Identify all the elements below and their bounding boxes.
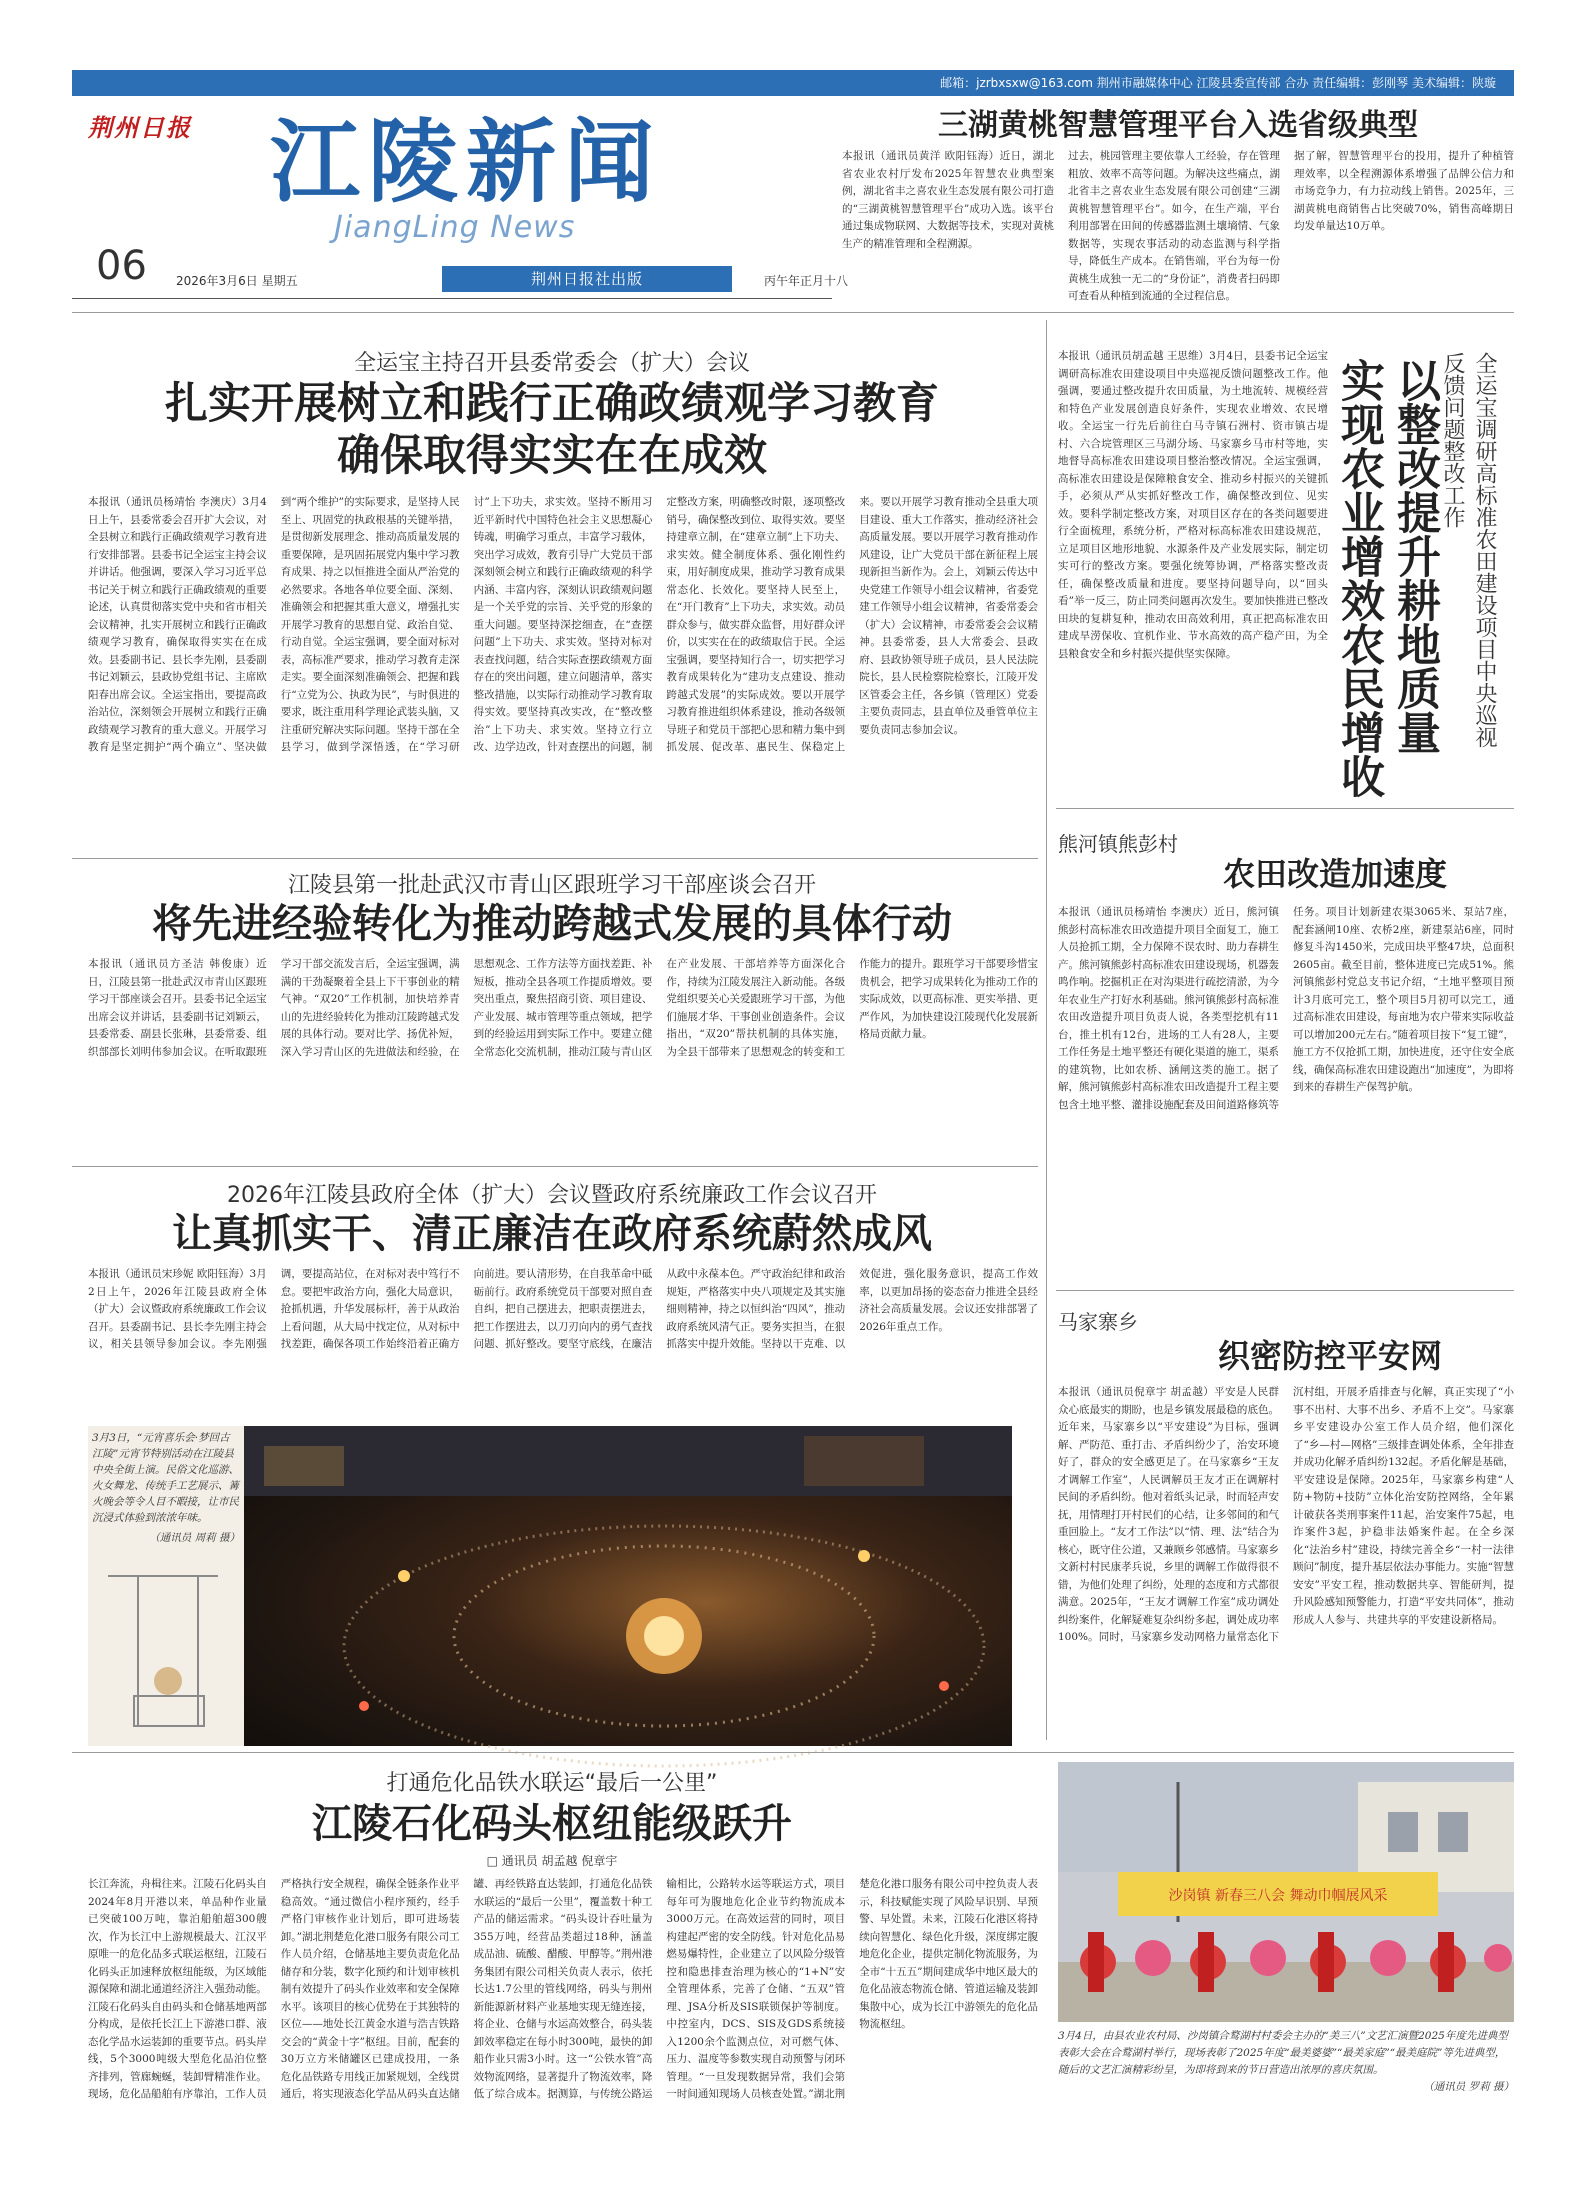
lunar-date: 丙午年正月十八 <box>764 274 849 288</box>
photo-lantern-festival <box>244 1426 1012 1746</box>
vertical-kicker-farmland <box>1436 352 1500 748</box>
article-headline-government: 让真抓实干、清正廉洁在政府系统蔚然成风 <box>172 1210 932 1257</box>
performance-scene-graphic <box>1058 1762 1514 2022</box>
vertical-kicker-line: 反馈问题整改工作 <box>1440 352 1465 528</box>
photo-womens-day <box>1058 1762 1514 2022</box>
article-kicker-committee: 全运宝主持召开县委常委会（扩大）会议 <box>353 351 750 376</box>
article-byline-terminal: □ 通讯员 胡孟越 倪章宇 <box>486 1854 618 1868</box>
article-kicker-majiazhai: 马家寨乡 <box>1058 1310 1138 1334</box>
article-kicker-government: 2026年江陵县政府全体（扩大）会议暨政府系统廉政工作会议召开 <box>227 1183 877 1208</box>
article-body-peach-col1: 本报讯（通讯员黄洋 欧阳钰海）近日，湖北省农业农村厅发布2025年智慧农业典型案例，湖北省丰之喜农业生态发展有限公司打造的“三湖黄桃智慧管理平台”成功入选。该平台通过集成物联网、大数据等技术，实现对黄桃生产的精准管理和全程溯源。 <box>842 150 1054 250</box>
article-kicker-study: 江陵县第一批赴武汉市青山区跟班学习干部座谈会召开 <box>287 873 816 898</box>
page-number: 06 <box>96 243 147 289</box>
article-headline-peach: 三湖黄桃智慧管理平台入选省级典型 <box>938 108 1418 143</box>
masthead-info-bar: 邮箱：jzrbxsxw@163.com 荆州市融媒体中心 江陵县委宣传部 合办 责任编辑：彭刚琴 美术编辑：陕璇 <box>72 70 1514 96</box>
article-body-government: 本报讯（通讯员宋珍妮 欧阳钰海）3月2日上午，2026年江陵县政府全体（扩大）会议暨政府系统廉政工作会议召开。县委副书记、县长李先刚主持会议，相关县领导参加会议。李先刚强调，要提高站位，在对标对表中笃行不怠。要把牢政治方向，强化大局意识，抢抓机遇，升华发展标杆，善于从政治上看问题，从大局中找定位，从对标中找差距，确保各项工作始终沿着正确方向前进。要认清形势，在自我革命中砥砺前行。政府系统党员干部要对照自查自纠，把自己摆进去，把职责摆进去，把工作摆进去，以刀刃向内的勇气查找问题、抓好整改。要坚守底线，在廉洁从政中永葆本色。严守政治纪律和政治规矩，严格落实中央八项规定及其实施细则精神，持之以恒纠治“四风”，推动政府系统风清气正。要务实担当，在狠抓落实中提升效能。坚持以干克难、以效促进，强化服务意识，提高工作效率，以更加昂扬的姿态奋力推进全县经济社会高质量发展。会议还安排部署了2026年重点工作。 <box>88 1268 1038 1350</box>
crowd-scene-graphic <box>244 1426 1012 1746</box>
article-body-terminal: 长江奔流，舟楫往来。江陵石化码头自2024年8月开港以来，单品种作业量已突破100万吨，靠泊船舶超300艘次，作为长江中上游规模最大、江汉平原唯一的危化品多式联运枢纽，江陵石化码头正加速释放枢纽能级，为区域能源保障和湖北通道经济注入强劲动能。江陵石化码头自由码头和仓储基地两部分构成，是依托长江上下游港口群、液态化学品水运装卸的重要节点。码头岸线，5个3000吨级大型危化品泊位整齐排列，管廊蜿蜒，装卸臂精准作业。现场，危化品船舶有序靠泊，工作人员严格执行安全规程，确保全链条作业平稳高效。“通过微信小程序预约，经手严格门审核作业计划后，即可进场装卸。”湖北荆楚危化港口服务有限公司工作人员介绍，仓储基地主要负责危化品储存和分装，数字化预约和计划审核机制有效提升了码头作业效率和安全保障水平。该项目的核心优势在于其独特的区位——地处长江黄金水道与浩吉铁路交会的“黄金十字”枢纽。目前，配套的30万立方米储罐区已建成投用，一条危化品铁路专用线正加紧规划，全线贯通后，将实现液态化学品从码头直达储罐、再经铁路直达装卸，打通危化品铁水联运的“最后一公里”，覆盖数十种工产品的储运需求。“码头设计吞吐量为355万吨，经营品类超过18种，涵盖成品油、硫酸、醋酸、甲醇等。”荆州港务集团有限公司相关负责人表示，依托长达1.7公里的管线网络，码头与荆州新能源新材料产业基地实现无缝连接，将企业、仓储与水运高效整合，码头装卸效率稳定在每小时300吨，最快的卸船作业只需3小时。这一“公铁水管”高效物流网络，显著提升了物流效率，降低了综合成本。据测算，与传统公路运输相比，公路转水运等联运方式，项目每年可为腹地危化企业节约物流成本3000万元。在高效运营的同时，项目构建起严密的安全防线。针对危化品易燃易爆特性，企业建立了以风险分级管控和隐患排查治理为核心的“1+N”安全管理体系，完善了仓储、“五双”管理、JSA分析及SIS联锁保护等制度。中控室内，DCS、SIS及GDS系统接入1200余个监测点位，对可燃气体、压力、温度等参数实现自动预警与闭环管理。“一旦发现数据异常，我们会第一时间通知现场人员核查处置。”湖北荆楚危化港口服务有限公司中控负责人表示，科技赋能实现了风险早识别、早预警、早处置。未来，江陵石化港区将持续向智慧化、绿色化升级，深度绑定腹地危化企业，提供定制化物流服务，为全市“十五五”期间建成华中地区最大的危化品液态物流仓储、管道运输及装卸集散中心，成为长江中游领先的危化品物流枢纽。 <box>88 1878 1038 2100</box>
article-body-peach-col3: 据了解，智慧管理平台的投用，提升了种植管理效率，以全程溯源体系增强了品牌公信力和市场竞争力，有力拉动线上销售。2025年，三湖黄桃电商销售占比突破70%，销售高峰期日均发单量达10万单。 <box>1294 150 1514 232</box>
vertical-headline-line: 实现农业增效农民增收 <box>1333 358 1384 798</box>
photo-womens-day-caption-text: 3月4日，由县农业农村局、沙岗镇合鹜湖村村委会主办的“美三八”文艺汇演暨2025年度先进典型表彰大会在合鹜湖村举行，现场表彰了2025年度“最美婆婆”“最美家庭”“最美庭院”等先进典型，随后的文艺汇演精彩纷呈，为即将到来的节日营造出浓厚的喜庆氛围。 <box>1058 2030 1508 2076</box>
performance-banner-text: 沙岗镇 新春三八会 舞动巾帼展风采 <box>1168 1888 1388 1904</box>
issue-date: 2026年3月6日 星期五 <box>176 274 298 288</box>
article-headline-committee-1: 扎实开展树立和践行正确政绩观学习教育 <box>165 379 939 429</box>
photo-lantern-credit: （通讯员 周莉 摄） <box>149 1532 240 1544</box>
article-body-xionghe: 本报讯（通讯员杨靖怡 李澳庆）近日，熊河镇熊彭村高标准农田改造提升项目全面复工，施工人员抢抓工期，全力保障不误农时、助力春耕生产。熊河镇熊彭村高标准农田建设现场，机器轰鸣作响。挖掘机正在对沟渠进行疏挖清淤，为今年农业生产打好水利基础。熊河镇熊彭村高标准农田改造提升项目负责人说，各类型挖机有11台，推土机有12台，进场的工人有28人，主要工作任务是土地平整还有硬化渠道的施工，渠系的建筑物，比如农桥、涵闸这类的施工。据了解，熊河镇熊彭村高标准农田改造提升工程主要包含土地平整、灌排设施配套及田间道路修筑等任务。项目计划新建农渠3065米、泵站7座，配套涵闸10座、农桥2座，新建泵站6座，同时修复斗沟1450米，完成田块平整47块，总面积2605亩。截至目前，整体进度已完成51%。熊河镇熊彭村党总支书记介绍，“土地平整项目预计3月底可完工，整个项目5月初可以完工，通过高标准农田建设，每亩地为农户带来实际收益可以增加200元左右。”随着项目按下“复工键”，施工方不仅抢抓工期，加快进度，还守住安全底线，确保高标准农田建设跑出“加速度”，为即将到来的春耕生产保驾护航。 <box>1058 906 1514 1111</box>
article-headline-majiazhai: 织密防控平安网 <box>1217 1337 1442 1375</box>
vertical-headline-farmland <box>1330 358 1442 798</box>
photo-lantern-caption-text: 3月3日，“元宵喜乐会·梦回古江陵”元宵节特别活动在江陵县中央全街上演。民俗文化巡游、火女舞龙、传统手工艺展示、篝火晚会等令人目不暇接，让市民沉浸式体验到浓浓年味。 <box>92 1432 239 1524</box>
article-headline-study: 将先进经验转化为推动跨越式发展的具体行动 <box>152 900 952 947</box>
article-kicker-terminal: 打通危化品铁水联运“最后一公里” <box>386 1771 718 1796</box>
article-headline-xionghe: 农田改造加速度 <box>1222 855 1447 893</box>
brand-logo: 荆州日报 <box>88 113 192 142</box>
article-body-committee: 本报讯（通讯员杨靖怡 李澳庆）3月4日上午，县委常委会召开扩大会议，对全县树立和践行正确政绩观学习教育进行安排部署。县委书记全运宝主持会议并讲话。他强调，要深入学习习近平总书记关于树立和践行正确政绩观的重要论述，认真贯彻落实党中央和省市相关会议精神，扎实开展树立和践行正确政绩观学习教育，确保取得实实在在成效。县委副书记、县长李先刚，县委副书记刘颖云，县政协党组书记、主席欧阳春出席会议。全运宝指出，要提高政治站位，深刻领会开展树立和践行正确政绩观学习教育的重大意义。开展学习教育是坚定拥护“两个确立”、坚决做到“两个维护”的实际要求，是坚持人民至上、巩固党的执政根基的关键举措，是贯彻新发展理念、推动高质量发展的重要保障，是巩固拓展党内集中学习教育成果、持之以恒推进全面从严治党的必然要求。各地各单位要全面、深刻、准确领会和把握其重大意义，增强扎实开展学习教育的思想自觉、政治自觉、行动自觉。全运宝强调，要全面对标对表，高标准严要求，推动学习教育走深走实。要全面深刻准确领会、把握和践行“立党为公、执政为民”，与时俱进的要求，既注重用科学理论武装头脑，又注重研究解决实际问题。坚持干部在全县学习，做到学深悟透，在“学习研讨”上下功夫，求实效。坚持不断用习近平新时代中国特色社会主义思想凝心铸魂，明确学习重点，丰富学习载体，突出学习成效，教育引导广大党员干部深刻领会树立和践行正确政绩观的科学内涵、丰富内容，深刻认识政绩观问题是一个关乎党的宗旨、关乎党的形象的重大问题。要坚持深挖细查，在“查摆问题”上下功夫、求实效。坚持对标对表查找问题，结合实际查摆政绩观方面存在的突出问题，建立问题清单，落实整改措施，以实际行动推动学习教育取得实效。要坚持真改实改，在“整改整治”上下功夫、求实效。坚持立行立改、边学边改，针对查摆出的问题，制定整改方案，明确整改时限，逐项整改销号，确保整改到位、取得实效。要坚持建章立制，在“建章立制”上下功夫、求实效。健全制度体系、强化刚性约束，用好制度成果，推动学习教育成果常态化、长效化。要坚持人民至上，在“开门教育”上下功夫，求实效。动员群众参与，做实群众监督，用好群众评价，以实实在在的政绩取信于民。全运宝强调，要坚持知行合一，切实把学习教育成果转化为“建功支点建设、推动跨越式发展”的实际成效。要以开展学习教育推进组织体系建设，推动各级领导班子和党员干部把心思和精力集中到抓发展、促改革、惠民生、保稳定上来。要以开展学习教育推动全县重大项目建设、重大工作落实，推动经济社会高质量发展。要以开展学习教育推动作风建设，让广大党员干部在新征程上展现新担当新作为。会上，刘颖云传达中央党建工作领导小组会议精神，省委党建工作领导小组会议精神，省委常委会（扩大）会议精神，市委常委会会议精神。县委常委，县人大常委会、县政府、县政协领导班子成员，县人民法院院长，县人民检察院检察长，江陵开发区管委会主任，各乡镇（管理区）党委主要负责同志，县直单位及垂管单位主要负责同志参加会议。 <box>88 496 1038 753</box>
photo-womens-day-credit: （通讯员 罗莉 摄） <box>1423 2081 1514 2093</box>
vertical-kicker-line: 全运宝调研高标准农田建设项目中央巡视 <box>1472 352 1497 748</box>
photo-lantern-caption <box>92 1430 240 1546</box>
article-kicker-xionghe: 熊河镇熊彭村 <box>1058 832 1178 856</box>
vertical-headline-line: 以整改提升耕地质量 <box>1389 358 1440 754</box>
article-body-farmland: 本报讯（通讯员胡孟越 王思维）3月4日，县委书记全运宝调研高标准农田建设项目中央巡视反馈问题整改工作。他强调，要通过整改提升农田质量，为土地流转、规模经营和特色产业发展创造良好条件，实现农业增效、农民增收。全运宝一行先后前往白马寺镇石洲村、资市镇古堤村、六合垸管理区三马湖分场、马家寨乡马市村等地，实地督导高标准农田建设项目整治整改情况。全运宝强调，高标准农田建设是保障粮食安全、推动乡村振兴的关键抓手，必须从严从实抓好整改工作，确保整改到位、见实效。要科学制定整改方案，对项目区存在的各类问题要进行全面梳理，系统分析，严格对标高标准农田建设规范，立足项目区地形地貌、水源条件及产业发展实际，制定切实可行的整改方案。要强化统筹协调，严格落实整改责任，确保整改质量和进度。要坚持问题导向，以“回头看”举一反三，防止同类问题再次发生。要加快推进已整改田块的复耕复种，推动农田高效利用，真正把高标准农田建成旱涝保收、宜机作业、节水高效的高产稳产田，为全县粮食安全和乡村振兴提供坚实保障。 <box>1058 350 1328 660</box>
article-body-study: 本报讯（通讯员方圣洁 韩俊康）近日，江陵县第一批赴武汉市青山区跟班学习干部座谈会召开。县委书记全运宝出席会议并讲话，县委副书记刘颖云，县委常委、副县长张琳，县委常委、组织部部长刘明伟参加会议。在听取跟班学习干部交流发言后，全运宝强调，满满的干劲凝聚着全县上下干事创业的精气神。“双20”工作机制，加快培养青山的先进经验转化为推动江陵跨越式发展的具体行动。要对比学、扬优补短，深入学习青山区的先进做法和经验，在思想观念、工作方法等方面找差距、补短板，推动全县各项工作提质增效。要突出重点，聚焦招商引资、项目建设、产业发展、城市管理等重点领域，把学到的经验运用到实际工作中。要建立健全常态化交流机制，推动江陵与青山区在产业发展、干部培养等方面深化合作，持续为江陵发展注入新动能。各级党组织要关心关爱跟班学习干部，为他们施展才华、干事创业创造条件。会议指出，“双20”帮扶机制的具体实施，为全县干部带来了思想观念的转变和工作能力的提升。跟班学习干部要珍惜宝贵机会，把学习成果转化为推动工作的实际成效，以更高标准、更实举措、更严作风，为加快建设江陵现代化发展新格局贡献力量。 <box>88 958 1038 1058</box>
article-headline-committee-2: 确保取得实实在在成效 <box>337 431 767 481</box>
article-body-majiazhai: 本报讯（通讯员倪章宇 胡孟越）平安是人民群众心底最实的期盼，也是乡镇发展最稳的底色。近年来，马家寨乡以“平安建设”为目标，强调解、严防范、重打击、矛盾纠纷少了，治安环境好了，群众的安全感更足了。在马家寨乡“王友才调解工作室”，人民调解员王友才正在调解村民间的矛盾纠纷。他对着纸头记录，时而轻声安抚，用情理打开村民们的心结，让多邻间的和气重回脸上。“友才工作法”以“情、理、法”结合为核心，既守住公道，又兼顾乡邻感情。马家寨乡文新村村民康孝兵说，乡里的调解工作做得很不错，为他们处理了纠纷，处理的态度和方式都很满意。2025年，“王友才调解工作室”成功调处纠纷案件，化解疑难复杂纠纷多起，调处成功率100%。同时，马家寨乡发动网格力量常态化下沉村组，开展矛盾排查与化解，真正实现了“小事不出村、大事不出乡、矛盾不上交”。马家寨乡平安建设办公室工作人员介绍，他们深化了“乡—村—网格”三级排查调处体系，全年排查并成功化解矛盾纠纷132起。矛盾化解是基础，平安建设是保障。2025年，马家寨乡构建“人防+物防+技防”立体化治安防控网络，全年累计破获各类刑事案件11起，治安案件75起，电诈案件3起，护稳非法婚案件起。在全乡深化“法治乡村”建设，持续完善全乡“一村一法律顾问”制度，提升基层依法办事能力。实施“智慧安安”平安工程，推动数据共享、智能研判，提升风险感知预警能力，打造“平安共同体”，推动形成人人参与、共建共享的平安建设新格局。 <box>1058 1386 1514 1643</box>
article-headline-terminal: 江陵石化码头枢纽能级跃升 <box>312 1800 792 1847</box>
publisher-bar: 荆州日报社出版 <box>442 266 732 292</box>
photo-womens-day-caption <box>1058 2028 1514 2158</box>
page-title: 江陵新闻 <box>270 109 662 215</box>
article-body-peach-col2: 过去，桃园管理主要依靠人工经验，存在管理粗放、效率不高等问题。为解决这些痛点，湖北省丰之喜农业生态发展有限公司创建“三湖黄桃智慧管理平台”。如今，在生产端，平台利用部署在田间的传感器监测土壤墒情、气象数据等，实现农事活动的动态监测与科学指导，降低生产成本。在销售端，平台为每一份黄桃生成独一无二的“身份证”，消费者扫码即可查看从种植到流通的全过程信息。 <box>1068 150 1280 302</box>
page-title-en: JiangLing News <box>334 210 576 245</box>
